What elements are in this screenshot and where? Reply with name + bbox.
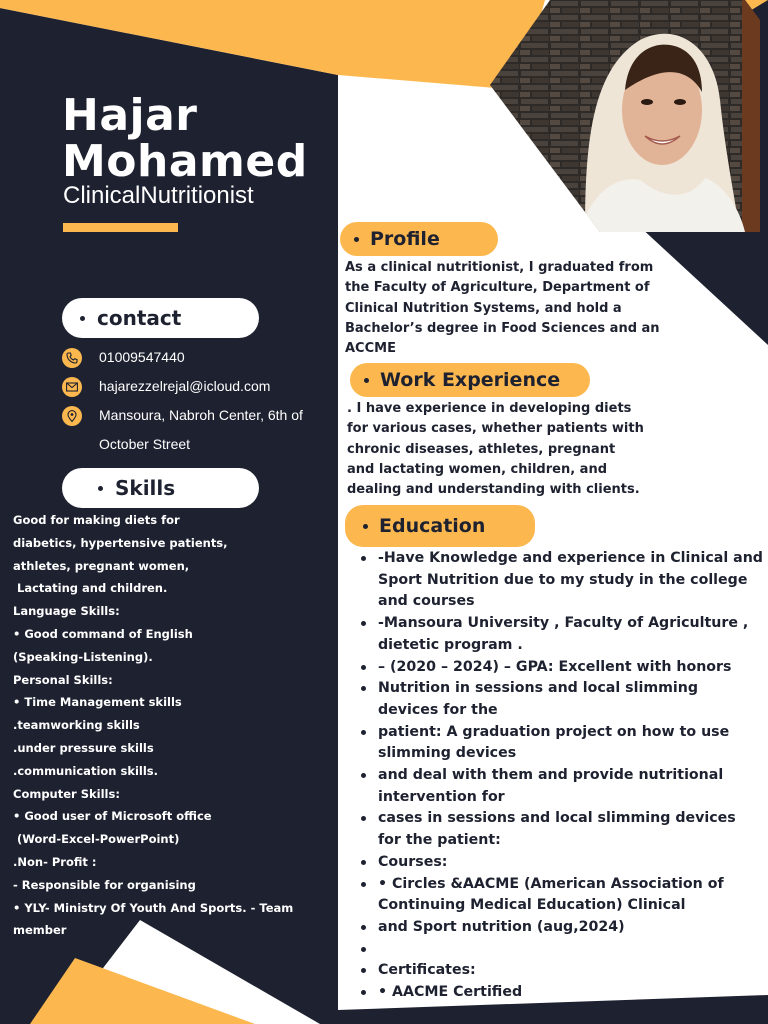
skills-line: .Non- Profit : [13, 854, 97, 869]
education-item-text: and deal with them and provide nutritional intervention for [378, 767, 724, 805]
education-item-text: Nutrition in sessions and local slimming devices for the [378, 680, 699, 718]
bullet-icon [98, 486, 103, 491]
mail-icon [62, 377, 82, 397]
education-item-text: -Mansoura University , Faculty of Agriculture , dietetic program . [378, 615, 749, 653]
work-heading: Work Experience [380, 369, 561, 391]
skills-line: • Good command of English [13, 626, 193, 641]
list-item [358, 808, 763, 851]
education-heading: Education [379, 515, 486, 537]
work-heading-pill [350, 363, 590, 397]
list-item [358, 613, 763, 656]
title-underline [63, 223, 178, 232]
skills-heading: Skills [115, 476, 176, 500]
profile-text: As a clinical nutritionist, I graduated from the Faculty of Agriculture, Department of Clinical Nutrition Systems, and hold a Bachelor’s degree in Food Sciences and an ACCME [345, 260, 660, 357]
education-heading-pill [345, 505, 535, 547]
contact-heading: contact [97, 306, 182, 330]
phone-icon [62, 348, 82, 368]
list-item [358, 960, 763, 982]
last-name: Mohamed [62, 136, 308, 187]
skills-line: Computer Skills: [13, 786, 120, 801]
contact-phone[interactable]: 01009547440 [99, 349, 185, 365]
education-item-text: and Sport nutrition (aug,2024) [378, 918, 625, 935]
list-item [358, 939, 763, 961]
location-icon [62, 406, 82, 426]
skills-heading-pill [62, 468, 259, 508]
list-item [358, 852, 763, 874]
bullet-icon [354, 237, 359, 242]
education-item-text: Certificates: [378, 962, 476, 979]
skills-line: • Time Management skills [13, 695, 182, 710]
education-item-text: Courses: [378, 853, 448, 870]
contact-phone-row [62, 348, 185, 372]
contact-heading-pill [62, 298, 259, 338]
list-item [358, 874, 763, 917]
skills-line: Language Skills: [13, 604, 120, 619]
skills-line: Personal Skills: [13, 672, 113, 687]
profile-heading: Profile [370, 228, 440, 250]
bullet-icon [364, 378, 369, 383]
list-item [358, 722, 763, 765]
skills-line: (Speaking-Listening). [13, 649, 153, 664]
skills-line: .communication skills. [13, 763, 159, 778]
skills-list [13, 509, 318, 942]
work-text: . I have experience in developing diets for various cases, whether patients with chronic diseases, athletes, pregnant and lactating women, children, and dealing and understanding with clients. [347, 401, 644, 498]
education-item-text: – (2020 – 2024) – GPA: Excellent with honors [378, 658, 732, 675]
contact-address: Mansoura, Nabroh Center, 6th of October Street [99, 407, 303, 452]
education-item-text: -Have Knowledge and experience in Clinical and Sport Nutrition due to my study in the college and courses [378, 550, 763, 610]
skills-line: diabetics, hypertensive patients, [13, 535, 228, 550]
skills-line: (Word-Excel-PowerPoint) [13, 832, 180, 847]
education-item-text: • AACME Certified [378, 984, 523, 1001]
skills-line: .under pressure skills [13, 740, 154, 755]
skills-line: - Responsible for organising [13, 877, 196, 892]
education-item-text [378, 939, 763, 961]
education-item-text: patient: A graduation project on how to use slimming devices [378, 723, 730, 762]
skills-line: • YLY- Ministry Of Youth And Sports. - Team member [13, 900, 294, 938]
skills-line: Good for making diets for [13, 513, 180, 527]
education-list [358, 548, 763, 1004]
job-title: ClinicalNutritionist [63, 182, 254, 209]
profile-heading-pill [340, 222, 498, 256]
list-item [358, 765, 763, 808]
contact-email-row [62, 377, 270, 401]
full-name [62, 90, 308, 187]
list-item [358, 678, 763, 721]
list-item [358, 917, 763, 939]
list-item [358, 657, 763, 679]
skills-line: Lactating and children. [13, 581, 168, 596]
skills-line: athletes, pregnant women, [13, 558, 190, 573]
bullet-icon [80, 316, 85, 321]
list-item [358, 982, 763, 1004]
skills-line: .teamworking skills [13, 718, 140, 733]
first-name: Hajar [62, 90, 198, 141]
contact-address-row [62, 406, 314, 459]
skills-line: • Good user of Microsoft office [13, 809, 212, 824]
list-item [358, 548, 763, 613]
bullet-icon [363, 524, 368, 529]
education-item-text: • Circles &AACME (American Association of Continuing Medical Education) Clinical [378, 875, 724, 914]
profile-photo [490, 0, 760, 232]
education-item-text: cases in sessions and local slimming devices for the patient: [378, 810, 736, 849]
contact-email[interactable]: hajarezzelrejal@icloud.com [99, 378, 271, 394]
